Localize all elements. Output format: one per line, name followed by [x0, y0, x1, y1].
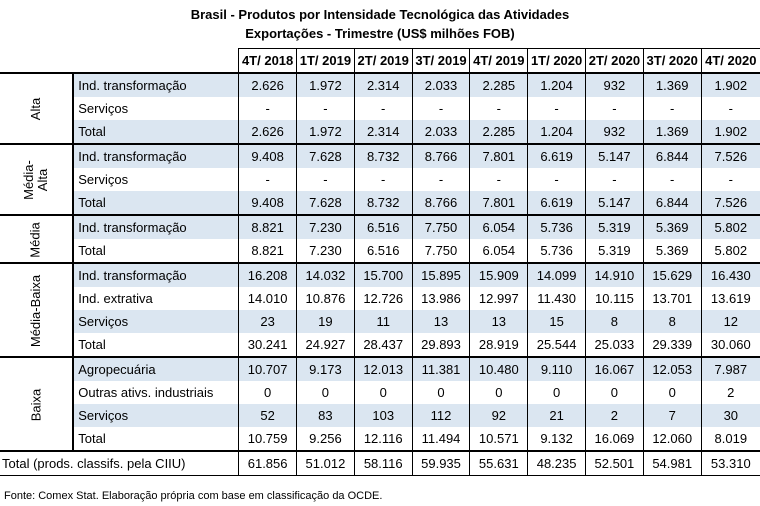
table-cell: 11.381: [412, 357, 470, 381]
table-cell: 9.173: [297, 357, 355, 381]
grand-total-cell: 48.235: [528, 451, 586, 476]
grand-total-cell: 55.631: [470, 451, 528, 476]
table-cell: 9.110: [528, 357, 586, 381]
column-header: 1T/ 2020: [528, 49, 586, 74]
column-header: 4T/ 2019: [470, 49, 528, 74]
table-cell: 11.430: [528, 287, 586, 310]
grand-total-cell: 54.981: [643, 451, 701, 476]
row-label: Total: [73, 120, 238, 144]
table-cell: 1.204: [528, 120, 586, 144]
table-cell: 30: [701, 404, 760, 427]
table-cell: -: [643, 97, 701, 120]
table-cell: -: [586, 97, 644, 120]
table-cell: 6.844: [643, 144, 701, 168]
header-blank: [0, 49, 239, 74]
table-cell: 8: [586, 310, 644, 333]
table-cell: 7.230: [297, 215, 355, 239]
table-cell: 6.619: [528, 191, 586, 215]
table-cell: 5.802: [701, 215, 760, 239]
table-cell: 2.626: [239, 73, 297, 97]
table-cell: 103: [354, 404, 412, 427]
table-cell: 10.876: [297, 287, 355, 310]
table-cell: 6.516: [354, 239, 412, 263]
table-cell: 8.732: [354, 191, 412, 215]
table-cell: 7.526: [701, 144, 760, 168]
table-cell: 932: [586, 120, 644, 144]
table-cell: 24.927: [297, 333, 355, 357]
table-cell: 83: [297, 404, 355, 427]
exports-table: [0, 48, 760, 476]
table-cell: 11: [354, 310, 412, 333]
table-cell: 13.986: [412, 287, 470, 310]
table-cell: 7.750: [412, 239, 470, 263]
table-cell: 29.339: [643, 333, 701, 357]
table-cell: 2.626: [239, 120, 297, 144]
table-cell: 5.802: [701, 239, 760, 263]
table-cell: 7.628: [297, 191, 355, 215]
table-cell: -: [239, 97, 297, 120]
grand-total-cell: 59.935: [412, 451, 470, 476]
table-cell: 14.010: [239, 287, 297, 310]
grand-total-cell: 58.116: [354, 451, 412, 476]
table-cell: 7.987: [701, 357, 760, 381]
column-header: 3T/ 2020: [643, 49, 701, 74]
grand-total-label: Total (prods. classifs. pela CIIU): [0, 451, 239, 476]
table-cell: 11.494: [412, 427, 470, 451]
table-cell: 1.972: [297, 73, 355, 97]
table-cell: 5.736: [528, 215, 586, 239]
table-cell: -: [470, 97, 528, 120]
table-row: [0, 263, 760, 287]
table-cell: 25.544: [528, 333, 586, 357]
row-label: Ind. transformação: [73, 73, 238, 97]
column-header: 1T/ 2019: [297, 49, 355, 74]
table-cell: 7: [643, 404, 701, 427]
table-cell: 14.910: [586, 263, 644, 287]
table-row: [0, 97, 760, 120]
table-row: [0, 404, 760, 427]
table-cell: 10.759: [239, 427, 297, 451]
table-row: [0, 168, 760, 191]
row-label: Ind. transformação: [73, 144, 238, 168]
table-cell: 9.408: [239, 144, 297, 168]
table-cell: 7.801: [470, 144, 528, 168]
row-label: Agropecuária: [73, 357, 238, 381]
table-cell: 15.895: [412, 263, 470, 287]
table-row: [0, 144, 760, 168]
table-cell: 10.571: [470, 427, 528, 451]
table-cell: -: [701, 97, 760, 120]
table-row: [0, 333, 760, 357]
table-cell: 0: [586, 381, 644, 404]
table-cell: 12.997: [470, 287, 528, 310]
table-cell: 7.628: [297, 144, 355, 168]
row-label: Serviços: [73, 168, 238, 191]
group-label-text: Média: [28, 221, 44, 258]
group-label-text: Média- Alta: [21, 159, 51, 200]
group-label: [0, 357, 73, 451]
table-cell: 0: [528, 381, 586, 404]
group-label-text: Baixa: [28, 388, 44, 421]
table-row: [0, 215, 760, 239]
table-cell: -: [701, 168, 760, 191]
row-label: Total: [73, 239, 238, 263]
table-cell: 6.619: [528, 144, 586, 168]
table-cell: 6.054: [470, 215, 528, 239]
table-cell: 15: [528, 310, 586, 333]
row-label: Serviços: [73, 97, 238, 120]
table-cell: 13.701: [643, 287, 701, 310]
table-cell: 5.147: [586, 191, 644, 215]
table-cell: 1.902: [701, 73, 760, 97]
table-cell: 13: [412, 310, 470, 333]
grand-total-cell: 53.310: [701, 451, 760, 476]
table-cell: 1.972: [297, 120, 355, 144]
title-line-1: Brasil - Produtos por Intensidade Tecnológica das Atividades: [190, 7, 570, 22]
table-cell: 28.919: [470, 333, 528, 357]
row-label: Ind. extrativa: [73, 287, 238, 310]
table-cell: -: [297, 97, 355, 120]
grand-total-row: [0, 451, 760, 476]
table-cell: 9.408: [239, 191, 297, 215]
table-cell: 52: [239, 404, 297, 427]
table-cell: 19: [297, 310, 355, 333]
table-cell: 7.801: [470, 191, 528, 215]
table-cell: -: [354, 168, 412, 191]
row-label: Serviços: [73, 310, 238, 333]
column-header: 4T/ 2018: [239, 49, 297, 74]
table-cell: 2: [586, 404, 644, 427]
table-cell: -: [528, 97, 586, 120]
table-cell: 15.909: [470, 263, 528, 287]
table-cell: 28.437: [354, 333, 412, 357]
table-cell: -: [297, 168, 355, 191]
table-cell: -: [586, 168, 644, 191]
table-cell: 12: [701, 310, 760, 333]
grand-total-cell: 51.012: [297, 451, 355, 476]
table-cell: 10.480: [470, 357, 528, 381]
table-cell: 5.319: [586, 215, 644, 239]
table-cell: 30.060: [701, 333, 760, 357]
table-cell: 2.314: [354, 120, 412, 144]
group-label: [0, 263, 73, 357]
table-cell: 6.844: [643, 191, 701, 215]
table-cell: 14.099: [528, 263, 586, 287]
table-cell: 12.116: [354, 427, 412, 451]
group-label: [0, 144, 73, 215]
source-note: Fonte: Comex Stat. Elaboração própria com base em classificação da OCDE.: [4, 490, 383, 502]
table-cell: 5.736: [528, 239, 586, 263]
table-row: [0, 287, 760, 310]
table-cell: 2.285: [470, 73, 528, 97]
table-cell: 25.033: [586, 333, 644, 357]
table-cell: 16.208: [239, 263, 297, 287]
table-cell: 8.766: [412, 144, 470, 168]
table-row: [0, 191, 760, 215]
table-cell: 16.430: [701, 263, 760, 287]
table-cell: -: [354, 97, 412, 120]
table-cell: 0: [297, 381, 355, 404]
table-cell: 2.033: [412, 73, 470, 97]
table-cell: 0: [412, 381, 470, 404]
table-cell: 21: [528, 404, 586, 427]
table-cell: 1.204: [528, 73, 586, 97]
group-label-text: Alta: [28, 97, 44, 121]
table-cell: 0: [239, 381, 297, 404]
table-cell: 12.053: [643, 357, 701, 381]
row-label: Ind. transformação: [73, 215, 238, 239]
table-cell: 9.132: [528, 427, 586, 451]
table-cell: 8.019: [701, 427, 760, 451]
table-cell: 10.707: [239, 357, 297, 381]
table-cell: -: [528, 168, 586, 191]
table-cell: 13: [470, 310, 528, 333]
table-cell: 10.115: [586, 287, 644, 310]
group-label: [0, 215, 73, 263]
table-cell: 12.060: [643, 427, 701, 451]
table-cell: 23: [239, 310, 297, 333]
column-header: 2T/ 2020: [586, 49, 644, 74]
table-cell: 8.732: [354, 144, 412, 168]
table-cell: 0: [470, 381, 528, 404]
row-label: Outras ativs. industriais: [73, 381, 238, 404]
table-cell: 0: [643, 381, 701, 404]
table-cell: 7.230: [297, 239, 355, 263]
table-cell: 1.902: [701, 120, 760, 144]
table-cell: 92: [470, 404, 528, 427]
table-cell: 2.285: [470, 120, 528, 144]
table-cell: 1.369: [643, 120, 701, 144]
grand-total-cell: 52.501: [586, 451, 644, 476]
table-cell: 15.700: [354, 263, 412, 287]
table-row: [0, 381, 760, 404]
table-cell: 2.314: [354, 73, 412, 97]
table-cell: 8.821: [239, 239, 297, 263]
grand-total-cell: 61.856: [239, 451, 297, 476]
table-row: [0, 427, 760, 451]
table-cell: -: [412, 97, 470, 120]
table-cell: 6.054: [470, 239, 528, 263]
table-row: [0, 73, 760, 97]
table-cell: 12.013: [354, 357, 412, 381]
group-label-text: Média-Baixa: [28, 274, 44, 347]
table-cell: 8.766: [412, 191, 470, 215]
group-label: [0, 73, 73, 144]
row-label: Serviços: [73, 404, 238, 427]
table-cell: -: [470, 168, 528, 191]
table-cell: 13.619: [701, 287, 760, 310]
table-title: [0, 5, 760, 43]
table-cell: 7.526: [701, 191, 760, 215]
table-cell: 12.726: [354, 287, 412, 310]
table-row: [0, 120, 760, 144]
table-cell: 0: [354, 381, 412, 404]
table-row: [0, 239, 760, 263]
table-cell: 8: [643, 310, 701, 333]
row-label: Ind. transformação: [73, 263, 238, 287]
table-cell: 6.516: [354, 215, 412, 239]
column-header: 3T/ 2019: [412, 49, 470, 74]
table-cell: -: [239, 168, 297, 191]
table-cell: -: [643, 168, 701, 191]
table-cell: 15.629: [643, 263, 701, 287]
table-cell: -: [412, 168, 470, 191]
table-cell: 2.033: [412, 120, 470, 144]
column-header: 4T/ 2020: [701, 49, 760, 74]
title-line-2: Exportações - Trimestre (US$ milhões FOB): [245, 26, 515, 41]
table-row: [0, 357, 760, 381]
table-cell: 5.369: [643, 215, 701, 239]
table-cell: 16.067: [586, 357, 644, 381]
row-label: Total: [73, 191, 238, 215]
column-header: 2T/ 2019: [354, 49, 412, 74]
table-cell: 5.369: [643, 239, 701, 263]
table-row: [0, 310, 760, 333]
table-cell: 8.821: [239, 215, 297, 239]
table-cell: 2: [701, 381, 760, 404]
header-row: [0, 49, 760, 74]
table-cell: 9.256: [297, 427, 355, 451]
table-cell: 932: [586, 73, 644, 97]
row-label: Total: [73, 333, 238, 357]
table-cell: 30.241: [239, 333, 297, 357]
table-cell: 29.893: [412, 333, 470, 357]
table-cell: 14.032: [297, 263, 355, 287]
table-cell: 1.369: [643, 73, 701, 97]
table-cell: 16.069: [586, 427, 644, 451]
table-cell: 5.319: [586, 239, 644, 263]
row-label: Total: [73, 427, 238, 451]
table-cell: 7.750: [412, 215, 470, 239]
table-cell: 112: [412, 404, 470, 427]
table-cell: 5.147: [586, 144, 644, 168]
